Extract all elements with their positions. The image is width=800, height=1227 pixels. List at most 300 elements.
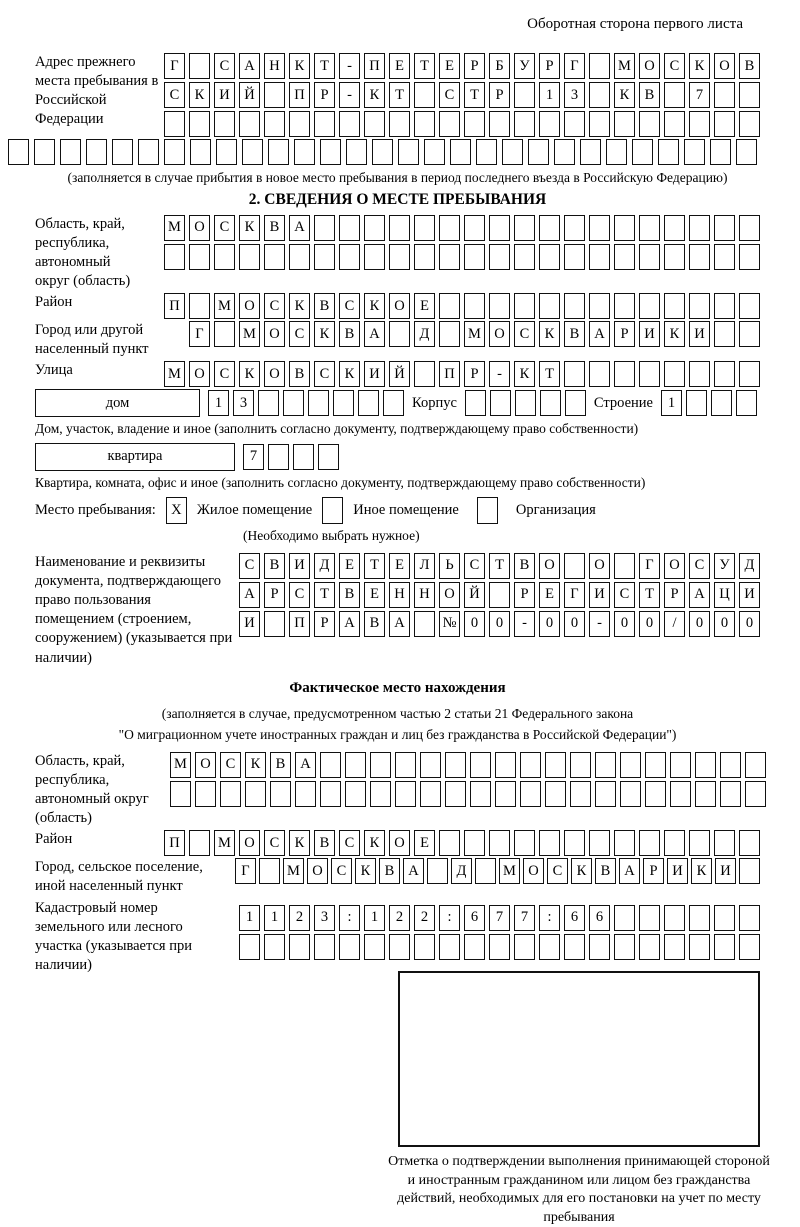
char-cell[interactable]: Т bbox=[364, 553, 385, 579]
char-cell[interactable]: К bbox=[289, 830, 310, 856]
char-cell[interactable]: К bbox=[289, 293, 310, 319]
char-cell[interactable] bbox=[686, 390, 707, 416]
char-cell[interactable]: О bbox=[195, 752, 216, 778]
char-cell[interactable] bbox=[720, 752, 741, 778]
char-cell[interactable]: Р bbox=[539, 53, 560, 79]
char-cell[interactable]: У bbox=[714, 553, 735, 579]
char-cell[interactable] bbox=[664, 934, 685, 960]
char-cell[interactable]: К bbox=[539, 321, 560, 347]
char-cell[interactable] bbox=[564, 293, 585, 319]
char-cell[interactable]: И bbox=[639, 321, 660, 347]
char-cell[interactable] bbox=[239, 111, 260, 137]
char-cell[interactable]: В bbox=[739, 53, 760, 79]
char-cell[interactable] bbox=[540, 390, 561, 416]
char-cell[interactable] bbox=[564, 934, 585, 960]
char-cell[interactable]: К bbox=[691, 858, 712, 884]
char-cell[interactable] bbox=[545, 752, 566, 778]
char-cell[interactable]: Т bbox=[314, 582, 335, 608]
char-cell[interactable] bbox=[383, 390, 404, 416]
char-cell[interactable] bbox=[190, 139, 211, 165]
char-cell[interactable] bbox=[264, 934, 285, 960]
char-cell[interactable]: А bbox=[339, 611, 360, 637]
char-cell[interactable] bbox=[589, 361, 610, 387]
char-cell[interactable]: - bbox=[339, 53, 360, 79]
char-cell[interactable] bbox=[470, 752, 491, 778]
char-cell[interactable]: К bbox=[245, 752, 266, 778]
char-cell[interactable] bbox=[464, 244, 485, 270]
char-cell[interactable]: С bbox=[664, 53, 685, 79]
char-cell[interactable]: О bbox=[664, 553, 685, 579]
char-cell[interactable]: С bbox=[220, 752, 241, 778]
char-cell[interactable] bbox=[714, 905, 735, 931]
char-cell[interactable] bbox=[414, 111, 435, 137]
char-cell[interactable] bbox=[595, 781, 616, 807]
char-cell[interactable]: 7 bbox=[514, 905, 535, 931]
char-cell[interactable] bbox=[554, 139, 575, 165]
char-cell[interactable]: М bbox=[283, 858, 304, 884]
char-cell[interactable]: Г bbox=[164, 53, 185, 79]
char-cell[interactable] bbox=[389, 244, 410, 270]
char-cell[interactable]: 2 bbox=[414, 905, 435, 931]
char-cell[interactable] bbox=[714, 321, 735, 347]
char-cell[interactable] bbox=[333, 390, 354, 416]
char-cell[interactable]: К bbox=[571, 858, 592, 884]
char-cell[interactable]: Р bbox=[264, 582, 285, 608]
char-cell[interactable] bbox=[639, 293, 660, 319]
char-cell[interactable] bbox=[589, 244, 610, 270]
char-cell[interactable] bbox=[495, 752, 516, 778]
char-cell[interactable]: : bbox=[439, 905, 460, 931]
char-cell[interactable] bbox=[170, 781, 191, 807]
char-cell[interactable] bbox=[614, 934, 635, 960]
char-cell[interactable] bbox=[475, 858, 496, 884]
char-cell[interactable]: Р bbox=[514, 582, 535, 608]
char-cell[interactable] bbox=[545, 781, 566, 807]
char-cell[interactable] bbox=[689, 361, 710, 387]
char-cell[interactable] bbox=[216, 139, 237, 165]
char-cell[interactable] bbox=[445, 752, 466, 778]
char-cell[interactable] bbox=[264, 244, 285, 270]
char-cell[interactable] bbox=[664, 361, 685, 387]
char-cell[interactable]: В bbox=[564, 321, 585, 347]
char-cell[interactable] bbox=[614, 111, 635, 137]
char-cell[interactable]: Н bbox=[414, 582, 435, 608]
char-cell[interactable]: С bbox=[214, 215, 235, 241]
char-cell[interactable]: М bbox=[614, 53, 635, 79]
char-cell[interactable] bbox=[528, 139, 549, 165]
char-cell[interactable]: № bbox=[439, 611, 460, 637]
char-cell[interactable]: В bbox=[264, 553, 285, 579]
char-cell[interactable]: : bbox=[539, 905, 560, 931]
char-cell[interactable] bbox=[614, 244, 635, 270]
char-cell[interactable]: В bbox=[339, 321, 360, 347]
char-cell[interactable]: Е bbox=[539, 582, 560, 608]
char-cell[interactable] bbox=[60, 139, 81, 165]
char-cell[interactable]: Р bbox=[643, 858, 664, 884]
char-cell[interactable] bbox=[689, 111, 710, 137]
char-cell[interactable]: О bbox=[523, 858, 544, 884]
char-cell[interactable] bbox=[476, 139, 497, 165]
char-cell[interactable]: Р bbox=[464, 53, 485, 79]
char-cell[interactable] bbox=[639, 215, 660, 241]
char-cell[interactable]: С bbox=[331, 858, 352, 884]
char-cell[interactable]: К bbox=[355, 858, 376, 884]
char-cell[interactable] bbox=[639, 934, 660, 960]
char-cell[interactable] bbox=[414, 361, 435, 387]
char-cell[interactable] bbox=[565, 390, 586, 416]
char-cell[interactable] bbox=[689, 905, 710, 931]
char-cell[interactable]: 6 bbox=[464, 905, 485, 931]
char-cell[interactable] bbox=[314, 934, 335, 960]
char-cell[interactable]: В bbox=[270, 752, 291, 778]
char-cell[interactable] bbox=[314, 215, 335, 241]
char-cell[interactable] bbox=[242, 139, 263, 165]
char-cell[interactable] bbox=[464, 215, 485, 241]
char-cell[interactable] bbox=[570, 752, 591, 778]
char-cell[interactable] bbox=[450, 139, 471, 165]
char-cell[interactable]: В bbox=[514, 553, 535, 579]
char-cell[interactable] bbox=[339, 244, 360, 270]
char-cell[interactable]: К bbox=[339, 361, 360, 387]
char-cell[interactable] bbox=[489, 244, 510, 270]
char-cell[interactable] bbox=[664, 905, 685, 931]
char-cell[interactable]: 1 bbox=[364, 905, 385, 931]
char-cell[interactable]: 0 bbox=[714, 611, 735, 637]
char-cell[interactable] bbox=[289, 934, 310, 960]
char-cell[interactable]: К bbox=[314, 321, 335, 347]
char-cell[interactable] bbox=[620, 752, 641, 778]
char-cell[interactable] bbox=[345, 781, 366, 807]
char-cell[interactable]: В bbox=[339, 582, 360, 608]
char-cell[interactable]: В bbox=[264, 215, 285, 241]
char-cell[interactable]: П bbox=[164, 293, 185, 319]
char-cell[interactable] bbox=[295, 781, 316, 807]
char-cell[interactable]: Г bbox=[639, 553, 660, 579]
char-cell[interactable]: Е bbox=[414, 293, 435, 319]
char-cell[interactable]: С bbox=[214, 53, 235, 79]
char-cell[interactable]: О bbox=[239, 293, 260, 319]
char-cell[interactable]: Р bbox=[314, 611, 335, 637]
char-cell[interactable] bbox=[445, 781, 466, 807]
char-cell[interactable]: А bbox=[239, 53, 260, 79]
char-cell[interactable] bbox=[514, 82, 535, 108]
char-cell[interactable] bbox=[439, 321, 460, 347]
char-cell[interactable] bbox=[339, 111, 360, 137]
char-cell[interactable] bbox=[539, 215, 560, 241]
char-cell[interactable]: С bbox=[164, 82, 185, 108]
char-cell[interactable]: С bbox=[289, 582, 310, 608]
char-cell[interactable]: - bbox=[589, 611, 610, 637]
char-cell[interactable]: К bbox=[364, 293, 385, 319]
char-cell[interactable] bbox=[714, 934, 735, 960]
char-cell[interactable]: Т bbox=[389, 82, 410, 108]
char-cell[interactable]: Г bbox=[564, 582, 585, 608]
char-cell[interactable] bbox=[389, 321, 410, 347]
char-cell[interactable] bbox=[414, 82, 435, 108]
char-cell[interactable] bbox=[695, 752, 716, 778]
char-cell[interactable]: Е bbox=[389, 53, 410, 79]
char-cell[interactable] bbox=[364, 111, 385, 137]
char-cell[interactable] bbox=[489, 830, 510, 856]
char-cell[interactable] bbox=[164, 111, 185, 137]
char-cell[interactable]: О bbox=[239, 830, 260, 856]
char-cell[interactable] bbox=[268, 139, 289, 165]
char-cell[interactable] bbox=[736, 390, 757, 416]
char-cell[interactable] bbox=[489, 293, 510, 319]
char-cell[interactable] bbox=[614, 293, 635, 319]
char-cell[interactable] bbox=[739, 111, 760, 137]
char-cell[interactable] bbox=[570, 781, 591, 807]
char-cell[interactable] bbox=[564, 830, 585, 856]
char-cell[interactable] bbox=[632, 139, 653, 165]
char-cell[interactable] bbox=[364, 934, 385, 960]
char-cell[interactable]: К bbox=[289, 53, 310, 79]
char-cell[interactable]: 0 bbox=[489, 611, 510, 637]
char-cell[interactable]: О bbox=[264, 361, 285, 387]
char-cell[interactable] bbox=[714, 293, 735, 319]
char-cell[interactable]: В bbox=[314, 830, 335, 856]
char-cell[interactable]: П bbox=[289, 611, 310, 637]
char-cell[interactable] bbox=[389, 215, 410, 241]
char-cell[interactable] bbox=[714, 82, 735, 108]
char-cell[interactable] bbox=[439, 293, 460, 319]
char-cell[interactable]: М bbox=[214, 293, 235, 319]
char-cell[interactable] bbox=[714, 111, 735, 137]
char-cell[interactable] bbox=[739, 321, 760, 347]
char-cell[interactable] bbox=[614, 553, 635, 579]
char-cell[interactable] bbox=[189, 111, 210, 137]
char-cell[interactable] bbox=[639, 111, 660, 137]
char-cell[interactable] bbox=[664, 111, 685, 137]
char-cell[interactable] bbox=[658, 139, 679, 165]
char-cell[interactable]: 2 bbox=[289, 905, 310, 931]
char-cell[interactable]: 6 bbox=[564, 905, 585, 931]
char-cell[interactable] bbox=[439, 830, 460, 856]
char-cell[interactable]: В bbox=[364, 611, 385, 637]
char-cell[interactable]: К bbox=[239, 361, 260, 387]
char-cell[interactable]: Ц bbox=[714, 582, 735, 608]
char-cell[interactable] bbox=[670, 781, 691, 807]
char-cell[interactable] bbox=[745, 781, 766, 807]
char-cell[interactable]: П bbox=[164, 830, 185, 856]
char-cell[interactable] bbox=[439, 111, 460, 137]
char-cell[interactable]: К bbox=[514, 361, 535, 387]
char-cell[interactable] bbox=[695, 781, 716, 807]
char-cell[interactable]: Н bbox=[389, 582, 410, 608]
char-cell[interactable]: 7 bbox=[689, 82, 710, 108]
char-cell[interactable]: Л bbox=[414, 553, 435, 579]
char-cell[interactable] bbox=[720, 781, 741, 807]
char-cell[interactable] bbox=[639, 830, 660, 856]
char-cell[interactable] bbox=[8, 139, 29, 165]
char-cell[interactable]: 0 bbox=[689, 611, 710, 637]
char-cell[interactable] bbox=[270, 781, 291, 807]
char-cell[interactable] bbox=[580, 139, 601, 165]
char-cell[interactable] bbox=[714, 830, 735, 856]
char-cell[interactable]: В bbox=[379, 858, 400, 884]
char-cell[interactable]: 7 bbox=[489, 905, 510, 931]
char-cell[interactable]: О bbox=[264, 321, 285, 347]
char-cell[interactable]: Е bbox=[364, 582, 385, 608]
char-cell[interactable]: 2 bbox=[389, 905, 410, 931]
char-cell[interactable]: О bbox=[439, 582, 460, 608]
char-cell[interactable]: - bbox=[489, 361, 510, 387]
char-cell[interactable]: В bbox=[595, 858, 616, 884]
char-cell[interactable]: 1 bbox=[208, 390, 229, 416]
char-cell[interactable] bbox=[564, 111, 585, 137]
char-cell[interactable] bbox=[259, 858, 280, 884]
char-cell[interactable] bbox=[589, 293, 610, 319]
char-cell[interactable] bbox=[239, 244, 260, 270]
char-cell[interactable]: О bbox=[189, 361, 210, 387]
char-cell[interactable]: 0 bbox=[539, 611, 560, 637]
char-cell[interactable] bbox=[589, 111, 610, 137]
char-cell[interactable]: А bbox=[619, 858, 640, 884]
char-cell[interactable] bbox=[670, 752, 691, 778]
char-cell[interactable] bbox=[489, 215, 510, 241]
char-cell[interactable] bbox=[220, 781, 241, 807]
char-cell[interactable]: - bbox=[514, 611, 535, 637]
char-cell[interactable]: А bbox=[239, 582, 260, 608]
char-cell[interactable] bbox=[189, 53, 210, 79]
char-cell[interactable] bbox=[564, 215, 585, 241]
char-cell[interactable] bbox=[639, 244, 660, 270]
char-cell[interactable] bbox=[689, 934, 710, 960]
char-cell[interactable]: Д bbox=[451, 858, 472, 884]
char-cell[interactable] bbox=[389, 111, 410, 137]
char-cell[interactable]: Е bbox=[414, 830, 435, 856]
char-cell[interactable] bbox=[268, 444, 289, 470]
char-cell[interactable]: И bbox=[689, 321, 710, 347]
checkbox-other-premises[interactable] bbox=[322, 497, 343, 524]
char-cell[interactable]: И bbox=[364, 361, 385, 387]
char-cell[interactable]: / bbox=[664, 611, 685, 637]
char-cell[interactable]: 0 bbox=[614, 611, 635, 637]
char-cell[interactable] bbox=[195, 781, 216, 807]
char-cell[interactable] bbox=[414, 215, 435, 241]
char-cell[interactable] bbox=[395, 752, 416, 778]
char-cell[interactable]: П bbox=[364, 53, 385, 79]
char-cell[interactable] bbox=[372, 139, 393, 165]
char-cell[interactable]: В bbox=[639, 82, 660, 108]
char-cell[interactable]: К bbox=[364, 830, 385, 856]
char-cell[interactable] bbox=[489, 582, 510, 608]
char-cell[interactable] bbox=[358, 390, 379, 416]
char-cell[interactable] bbox=[293, 444, 314, 470]
char-cell[interactable] bbox=[314, 111, 335, 137]
char-cell[interactable]: О bbox=[714, 53, 735, 79]
char-cell[interactable]: О bbox=[589, 553, 610, 579]
char-cell[interactable] bbox=[264, 82, 285, 108]
char-cell[interactable]: Г bbox=[189, 321, 210, 347]
char-cell[interactable]: Р bbox=[314, 82, 335, 108]
char-cell[interactable]: С bbox=[214, 361, 235, 387]
char-cell[interactable]: И bbox=[239, 611, 260, 637]
char-cell[interactable]: Б bbox=[489, 53, 510, 79]
char-cell[interactable] bbox=[264, 611, 285, 637]
checkbox-residential[interactable]: X bbox=[166, 497, 187, 524]
char-cell[interactable]: О bbox=[489, 321, 510, 347]
char-cell[interactable] bbox=[736, 139, 757, 165]
char-cell[interactable] bbox=[710, 139, 731, 165]
char-cell[interactable] bbox=[689, 244, 710, 270]
char-cell[interactable] bbox=[739, 830, 760, 856]
char-cell[interactable]: М bbox=[239, 321, 260, 347]
char-cell[interactable]: А bbox=[364, 321, 385, 347]
char-cell[interactable] bbox=[320, 781, 341, 807]
char-cell[interactable] bbox=[389, 934, 410, 960]
char-cell[interactable] bbox=[490, 390, 511, 416]
char-cell[interactable]: 7 bbox=[243, 444, 264, 470]
char-cell[interactable] bbox=[427, 858, 448, 884]
char-cell[interactable]: А bbox=[295, 752, 316, 778]
char-cell[interactable]: С bbox=[339, 293, 360, 319]
char-cell[interactable] bbox=[689, 293, 710, 319]
char-cell[interactable] bbox=[564, 553, 585, 579]
char-cell[interactable]: К bbox=[364, 82, 385, 108]
char-cell[interactable] bbox=[739, 361, 760, 387]
char-cell[interactable]: С bbox=[264, 293, 285, 319]
char-cell[interactable]: Т bbox=[639, 582, 660, 608]
char-cell[interactable]: 6 bbox=[589, 905, 610, 931]
char-cell[interactable] bbox=[320, 752, 341, 778]
char-cell[interactable]: К bbox=[614, 82, 635, 108]
char-cell[interactable]: Д bbox=[739, 553, 760, 579]
char-cell[interactable]: С bbox=[689, 553, 710, 579]
char-cell[interactable] bbox=[539, 934, 560, 960]
char-cell[interactable]: Й bbox=[239, 82, 260, 108]
char-cell[interactable] bbox=[439, 244, 460, 270]
char-cell[interactable] bbox=[189, 830, 210, 856]
char-cell[interactable]: А bbox=[389, 611, 410, 637]
char-cell[interactable]: 1 bbox=[239, 905, 260, 931]
char-cell[interactable] bbox=[539, 830, 560, 856]
char-cell[interactable] bbox=[745, 752, 766, 778]
char-cell[interactable] bbox=[258, 390, 279, 416]
char-cell[interactable] bbox=[620, 781, 641, 807]
char-cell[interactable]: А bbox=[289, 215, 310, 241]
char-cell[interactable] bbox=[714, 244, 735, 270]
char-cell[interactable] bbox=[398, 139, 419, 165]
char-cell[interactable] bbox=[589, 215, 610, 241]
char-cell[interactable] bbox=[739, 215, 760, 241]
char-cell[interactable] bbox=[164, 139, 185, 165]
char-cell[interactable] bbox=[714, 361, 735, 387]
char-cell[interactable] bbox=[664, 82, 685, 108]
char-cell[interactable]: Т bbox=[464, 82, 485, 108]
char-cell[interactable] bbox=[515, 390, 536, 416]
char-cell[interactable] bbox=[439, 934, 460, 960]
char-cell[interactable] bbox=[645, 752, 666, 778]
char-cell[interactable] bbox=[439, 215, 460, 241]
char-cell[interactable]: М bbox=[464, 321, 485, 347]
char-cell[interactable]: Д bbox=[314, 553, 335, 579]
char-cell[interactable]: Т bbox=[539, 361, 560, 387]
char-cell[interactable]: О bbox=[539, 553, 560, 579]
char-cell[interactable] bbox=[664, 293, 685, 319]
char-cell[interactable]: С bbox=[314, 361, 335, 387]
char-cell[interactable] bbox=[34, 139, 55, 165]
char-cell[interactable]: С bbox=[547, 858, 568, 884]
char-cell[interactable] bbox=[514, 830, 535, 856]
char-cell[interactable]: Т bbox=[414, 53, 435, 79]
char-cell[interactable]: Е bbox=[439, 53, 460, 79]
char-cell[interactable] bbox=[346, 139, 367, 165]
char-cell[interactable] bbox=[339, 215, 360, 241]
char-cell[interactable] bbox=[502, 139, 523, 165]
char-cell[interactable] bbox=[589, 82, 610, 108]
char-cell[interactable] bbox=[595, 752, 616, 778]
